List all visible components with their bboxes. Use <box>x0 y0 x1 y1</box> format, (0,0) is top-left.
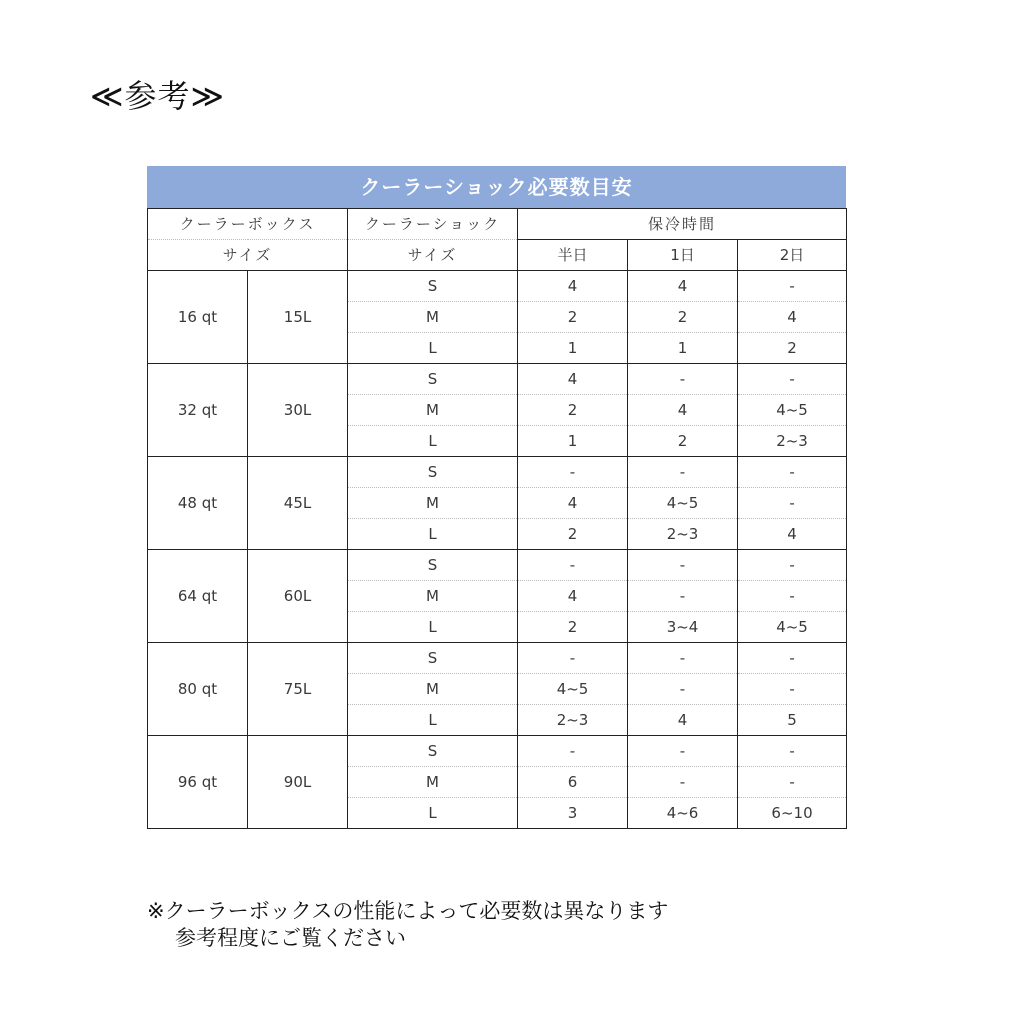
cell-two-day: 4 <box>738 302 847 333</box>
table-row <box>148 550 847 581</box>
table-row <box>148 364 847 395</box>
cell-one-day: 2 <box>628 302 738 333</box>
cell-one-day: 4 <box>628 395 738 426</box>
cell-shock-size: S <box>348 736 518 767</box>
header-shock-size-line2: サイズ <box>348 240 518 271</box>
cell-half-day: 3 <box>518 798 628 829</box>
table-row <box>148 457 847 488</box>
cell-one-day: - <box>628 550 738 581</box>
cell-two-day: - <box>738 271 847 302</box>
cell-two-day: - <box>738 643 847 674</box>
requirements-table <box>147 208 847 829</box>
cell-box-qt: 80 qt <box>148 643 248 736</box>
cell-one-day: - <box>628 581 738 612</box>
cell-shock-size: S <box>348 550 518 581</box>
cell-two-day: 4~5 <box>738 612 847 643</box>
header-two-day: 2日 <box>738 240 847 271</box>
cell-shock-size: S <box>348 364 518 395</box>
header-box-size-line1: クーラーボックス <box>148 209 348 240</box>
cell-shock-size: L <box>348 705 518 736</box>
cell-box-liters: 75L <box>248 643 348 736</box>
cell-half-day: - <box>518 550 628 581</box>
cell-shock-size: L <box>348 612 518 643</box>
cell-shock-size: L <box>348 798 518 829</box>
cell-half-day: 4~5 <box>518 674 628 705</box>
table-row <box>148 736 847 767</box>
cell-shock-size: S <box>348 271 518 302</box>
cell-shock-size: M <box>348 488 518 519</box>
cell-one-day: 4 <box>628 271 738 302</box>
cell-two-day: - <box>738 550 847 581</box>
cell-half-day: 4 <box>518 271 628 302</box>
header-box-size-line2: サイズ <box>148 240 348 271</box>
cell-one-day: 2~3 <box>628 519 738 550</box>
cell-half-day: - <box>518 736 628 767</box>
cell-half-day: 2 <box>518 302 628 333</box>
header-duration: 保冷時間 <box>518 209 847 240</box>
cell-one-day: - <box>628 767 738 798</box>
cell-two-day: - <box>738 767 847 798</box>
cell-one-day: - <box>628 364 738 395</box>
cell-two-day: 4 <box>738 519 847 550</box>
cell-half-day: 2 <box>518 519 628 550</box>
cell-box-qt: 64 qt <box>148 550 248 643</box>
page-heading: ≪参考≫ <box>90 77 226 115</box>
cell-shock-size: M <box>348 674 518 705</box>
cell-half-day: 2~3 <box>518 705 628 736</box>
cell-two-day: - <box>738 736 847 767</box>
cell-box-qt: 48 qt <box>148 457 248 550</box>
cell-half-day: 4 <box>518 488 628 519</box>
header-half-day: 半日 <box>518 240 628 271</box>
cell-one-day: - <box>628 674 738 705</box>
cell-box-liters: 15L <box>248 271 348 364</box>
cell-half-day: - <box>518 457 628 488</box>
cell-shock-size: M <box>348 767 518 798</box>
footnote-line2: 参考程度にご覧ください <box>175 926 406 950</box>
cell-shock-size: L <box>348 333 518 364</box>
cell-shock-size: L <box>348 426 518 457</box>
cell-two-day: 5 <box>738 705 847 736</box>
cell-half-day: 1 <box>518 426 628 457</box>
cell-half-day: 6 <box>518 767 628 798</box>
cell-half-day: - <box>518 643 628 674</box>
cell-box-liters: 30L <box>248 364 348 457</box>
cell-two-day: - <box>738 488 847 519</box>
cell-shock-size: M <box>348 395 518 426</box>
footnote-line1: ※クーラーボックスの性能によって必要数は異なります <box>147 899 669 923</box>
cell-half-day: 4 <box>518 364 628 395</box>
cell-half-day: 4 <box>518 581 628 612</box>
cell-one-day: - <box>628 457 738 488</box>
cell-two-day: 2~3 <box>738 426 847 457</box>
cell-one-day: 4~6 <box>628 798 738 829</box>
cell-box-qt: 16 qt <box>148 271 248 364</box>
cell-one-day: 4~5 <box>628 488 738 519</box>
cell-two-day: - <box>738 581 847 612</box>
cell-two-day: - <box>738 457 847 488</box>
cell-shock-size: L <box>348 519 518 550</box>
header-shock-size-line1: クーラーショック <box>348 209 518 240</box>
cell-one-day: 2 <box>628 426 738 457</box>
cell-two-day: - <box>738 674 847 705</box>
cell-box-liters: 60L <box>248 550 348 643</box>
cell-one-day: - <box>628 643 738 674</box>
table-row <box>148 643 847 674</box>
cooler-shock-table <box>147 166 846 829</box>
cell-two-day: 6~10 <box>738 798 847 829</box>
cell-shock-size: M <box>348 302 518 333</box>
footnote <box>147 898 668 952</box>
cell-half-day: 2 <box>518 395 628 426</box>
table-row <box>148 271 847 302</box>
cell-one-day: - <box>628 736 738 767</box>
cell-shock-size: M <box>348 581 518 612</box>
cell-box-qt: 96 qt <box>148 736 248 829</box>
cell-one-day: 1 <box>628 333 738 364</box>
cell-one-day: 4 <box>628 705 738 736</box>
cell-box-liters: 90L <box>248 736 348 829</box>
cell-box-qt: 32 qt <box>148 364 248 457</box>
cell-one-day: 3~4 <box>628 612 738 643</box>
cell-box-liters: 45L <box>248 457 348 550</box>
cell-half-day: 2 <box>518 612 628 643</box>
table-title: クーラーショック必要数目安 <box>147 166 846 208</box>
cell-shock-size: S <box>348 457 518 488</box>
cell-half-day: 1 <box>518 333 628 364</box>
cell-shock-size: S <box>348 643 518 674</box>
cell-two-day: 2 <box>738 333 847 364</box>
header-one-day: 1日 <box>628 240 738 271</box>
table-body <box>148 271 847 829</box>
cell-two-day: - <box>738 364 847 395</box>
cell-two-day: 4~5 <box>738 395 847 426</box>
